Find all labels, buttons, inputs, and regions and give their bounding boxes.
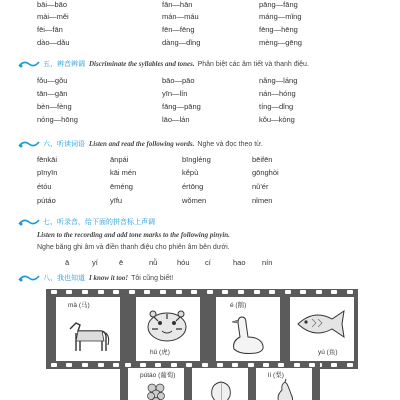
syllable-pair: nóng—hōng (37, 115, 78, 124)
syllable-row (37, 38, 367, 48)
word-row (37, 155, 367, 165)
section-title-vn: Tôi cũng biết! (131, 275, 174, 282)
pencil-icon (18, 59, 40, 68)
section-number: 七、 (43, 218, 57, 226)
syllable-pair: fān—hān (162, 0, 193, 9)
syllable-pair: mèng—gēng (259, 38, 302, 47)
syllable-pair: nán—hóng (259, 89, 296, 98)
syllable-pair: máng—mǐng (259, 12, 302, 21)
instruction-en: Listen to the recording and add tone marks to the following pinyin. (37, 231, 230, 239)
pencil-icon (18, 139, 40, 148)
word-row (37, 168, 367, 178)
syllable-pair: mán—máu (162, 12, 199, 21)
caption-pear: lí (梨) (268, 372, 284, 379)
frame-peach (192, 368, 248, 400)
syllable-pair: fēi—fān (37, 25, 63, 34)
word: bēifēn (252, 155, 273, 164)
syllable-pair: mài—měi (37, 12, 69, 21)
word-row (37, 196, 367, 206)
caption-fish: yú (鱼) (318, 349, 338, 356)
pinyin-item: hóu (177, 258, 190, 267)
pinyin-item: ē (119, 258, 124, 267)
word: étóu (37, 182, 52, 191)
syllable-pair: kǒu—kòng (259, 115, 295, 124)
film-perforations (46, 290, 358, 295)
section-title-cn: 听读词语 (57, 140, 85, 148)
pinyin-item: yí (92, 258, 98, 267)
syllable-row (37, 89, 367, 99)
pencil-icon (18, 217, 40, 226)
word: pīnyīn (37, 168, 58, 177)
section-7-heading (18, 216, 159, 228)
frame-goose (216, 297, 280, 361)
syllable-pair: tān—gān (37, 89, 68, 98)
section-5-heading (18, 58, 309, 70)
word: pútáo (37, 196, 56, 205)
section-title-cn: 我也知道 (57, 274, 85, 282)
caption-horse: mǎ (马) (68, 302, 90, 309)
pinyin-item: nǚ (149, 258, 158, 267)
syllable-pair: fǒu—gǒu (37, 76, 68, 85)
caption-goose: é (鹅) (230, 302, 247, 309)
section-number: 六、 (43, 140, 57, 148)
pinyin-item: hao (233, 258, 246, 267)
section-title-en: I know it too! (89, 274, 129, 282)
section-title-en: Discriminate the syllables and tones. (89, 60, 195, 68)
film-strip (46, 289, 358, 369)
syllable-pair: bèn—fèng (37, 102, 72, 111)
word: bīngléng (182, 155, 211, 164)
frame-fish (290, 297, 354, 361)
frame-grapes (128, 368, 184, 400)
word: nǐmen (252, 196, 273, 205)
tone-pinyin-row (65, 258, 365, 268)
horse-icon (62, 315, 112, 355)
word: kāi mén (110, 168, 137, 177)
syllable-row (37, 25, 367, 35)
word: kěpù (182, 168, 199, 177)
pinyin-item: nín (262, 258, 273, 267)
word: yīfu (110, 196, 123, 205)
section-6-heading (18, 138, 263, 150)
word: ānpái (110, 155, 129, 164)
section-number: 八、 (43, 274, 57, 282)
fish-icon (294, 307, 350, 341)
pear-icon (274, 378, 296, 400)
word: fēnkāi (37, 155, 58, 164)
syllable-pair: pāng—fāng (259, 0, 298, 9)
pinyin-item: ā (65, 258, 70, 267)
word: értōng (182, 182, 204, 191)
word: ēméng (110, 182, 133, 191)
caption-tiger: hǔ (虎) (150, 349, 170, 356)
syllable-pair: fēng—hēng (259, 25, 298, 34)
section-title-cn: 辨音辨调 (57, 60, 85, 68)
frame-horse (56, 297, 120, 361)
section-title-vn: Phân biệt các âm tiết và thanh điệu. (197, 61, 309, 68)
syllable-pair: bāo—pāo (162, 76, 195, 85)
syllable-pair: fēn—fēng (162, 25, 195, 34)
caption-grapes: pútáo (葡萄) (140, 372, 176, 379)
frame-pear (256, 368, 312, 400)
peach-icon (208, 376, 234, 400)
word: gōnghòi (252, 168, 279, 177)
syllable-row (37, 0, 367, 10)
section-number: 五、 (43, 60, 57, 68)
section-title-en: Listen and read the following words. (89, 140, 195, 148)
section-8-heading (18, 272, 173, 284)
word: nǔ'ér (252, 182, 269, 191)
tiger-icon (142, 301, 192, 345)
syllable-pair: nǎng—láng (259, 76, 298, 85)
word-row (37, 182, 367, 192)
syllable-pair: dàng—dǐng (162, 38, 201, 47)
syllable-row (37, 102, 367, 112)
section-title-cn: 听录音，给下面的拼音标上声调 (57, 218, 155, 226)
frame-tiger (136, 297, 200, 361)
word: wǒmen (182, 196, 207, 205)
pencil-icon (18, 273, 40, 282)
instruction-vn: Nghe băng ghi âm và điền thanh điệu cho phiên âm bên dưới. (37, 244, 230, 251)
syllable-row (37, 76, 367, 86)
pinyin-item: cí (205, 258, 211, 267)
syllable-pair: yīn—lín (162, 89, 188, 98)
grapes-icon (144, 380, 168, 400)
section-title-vn: Nghe và đọc theo từ. (197, 141, 263, 148)
goose-icon (226, 311, 270, 357)
syllable-pair: dào—dǎu (37, 38, 70, 47)
syllable-pair: tíng—dǐng (259, 102, 294, 111)
syllable-pair: fāng—pāng (162, 102, 201, 111)
syllable-pair: bāi—bāo (37, 0, 68, 9)
syllable-row (37, 115, 367, 125)
syllable-pair: lāo—lán (162, 115, 190, 124)
syllable-row (37, 12, 367, 22)
film-strip (120, 362, 320, 400)
